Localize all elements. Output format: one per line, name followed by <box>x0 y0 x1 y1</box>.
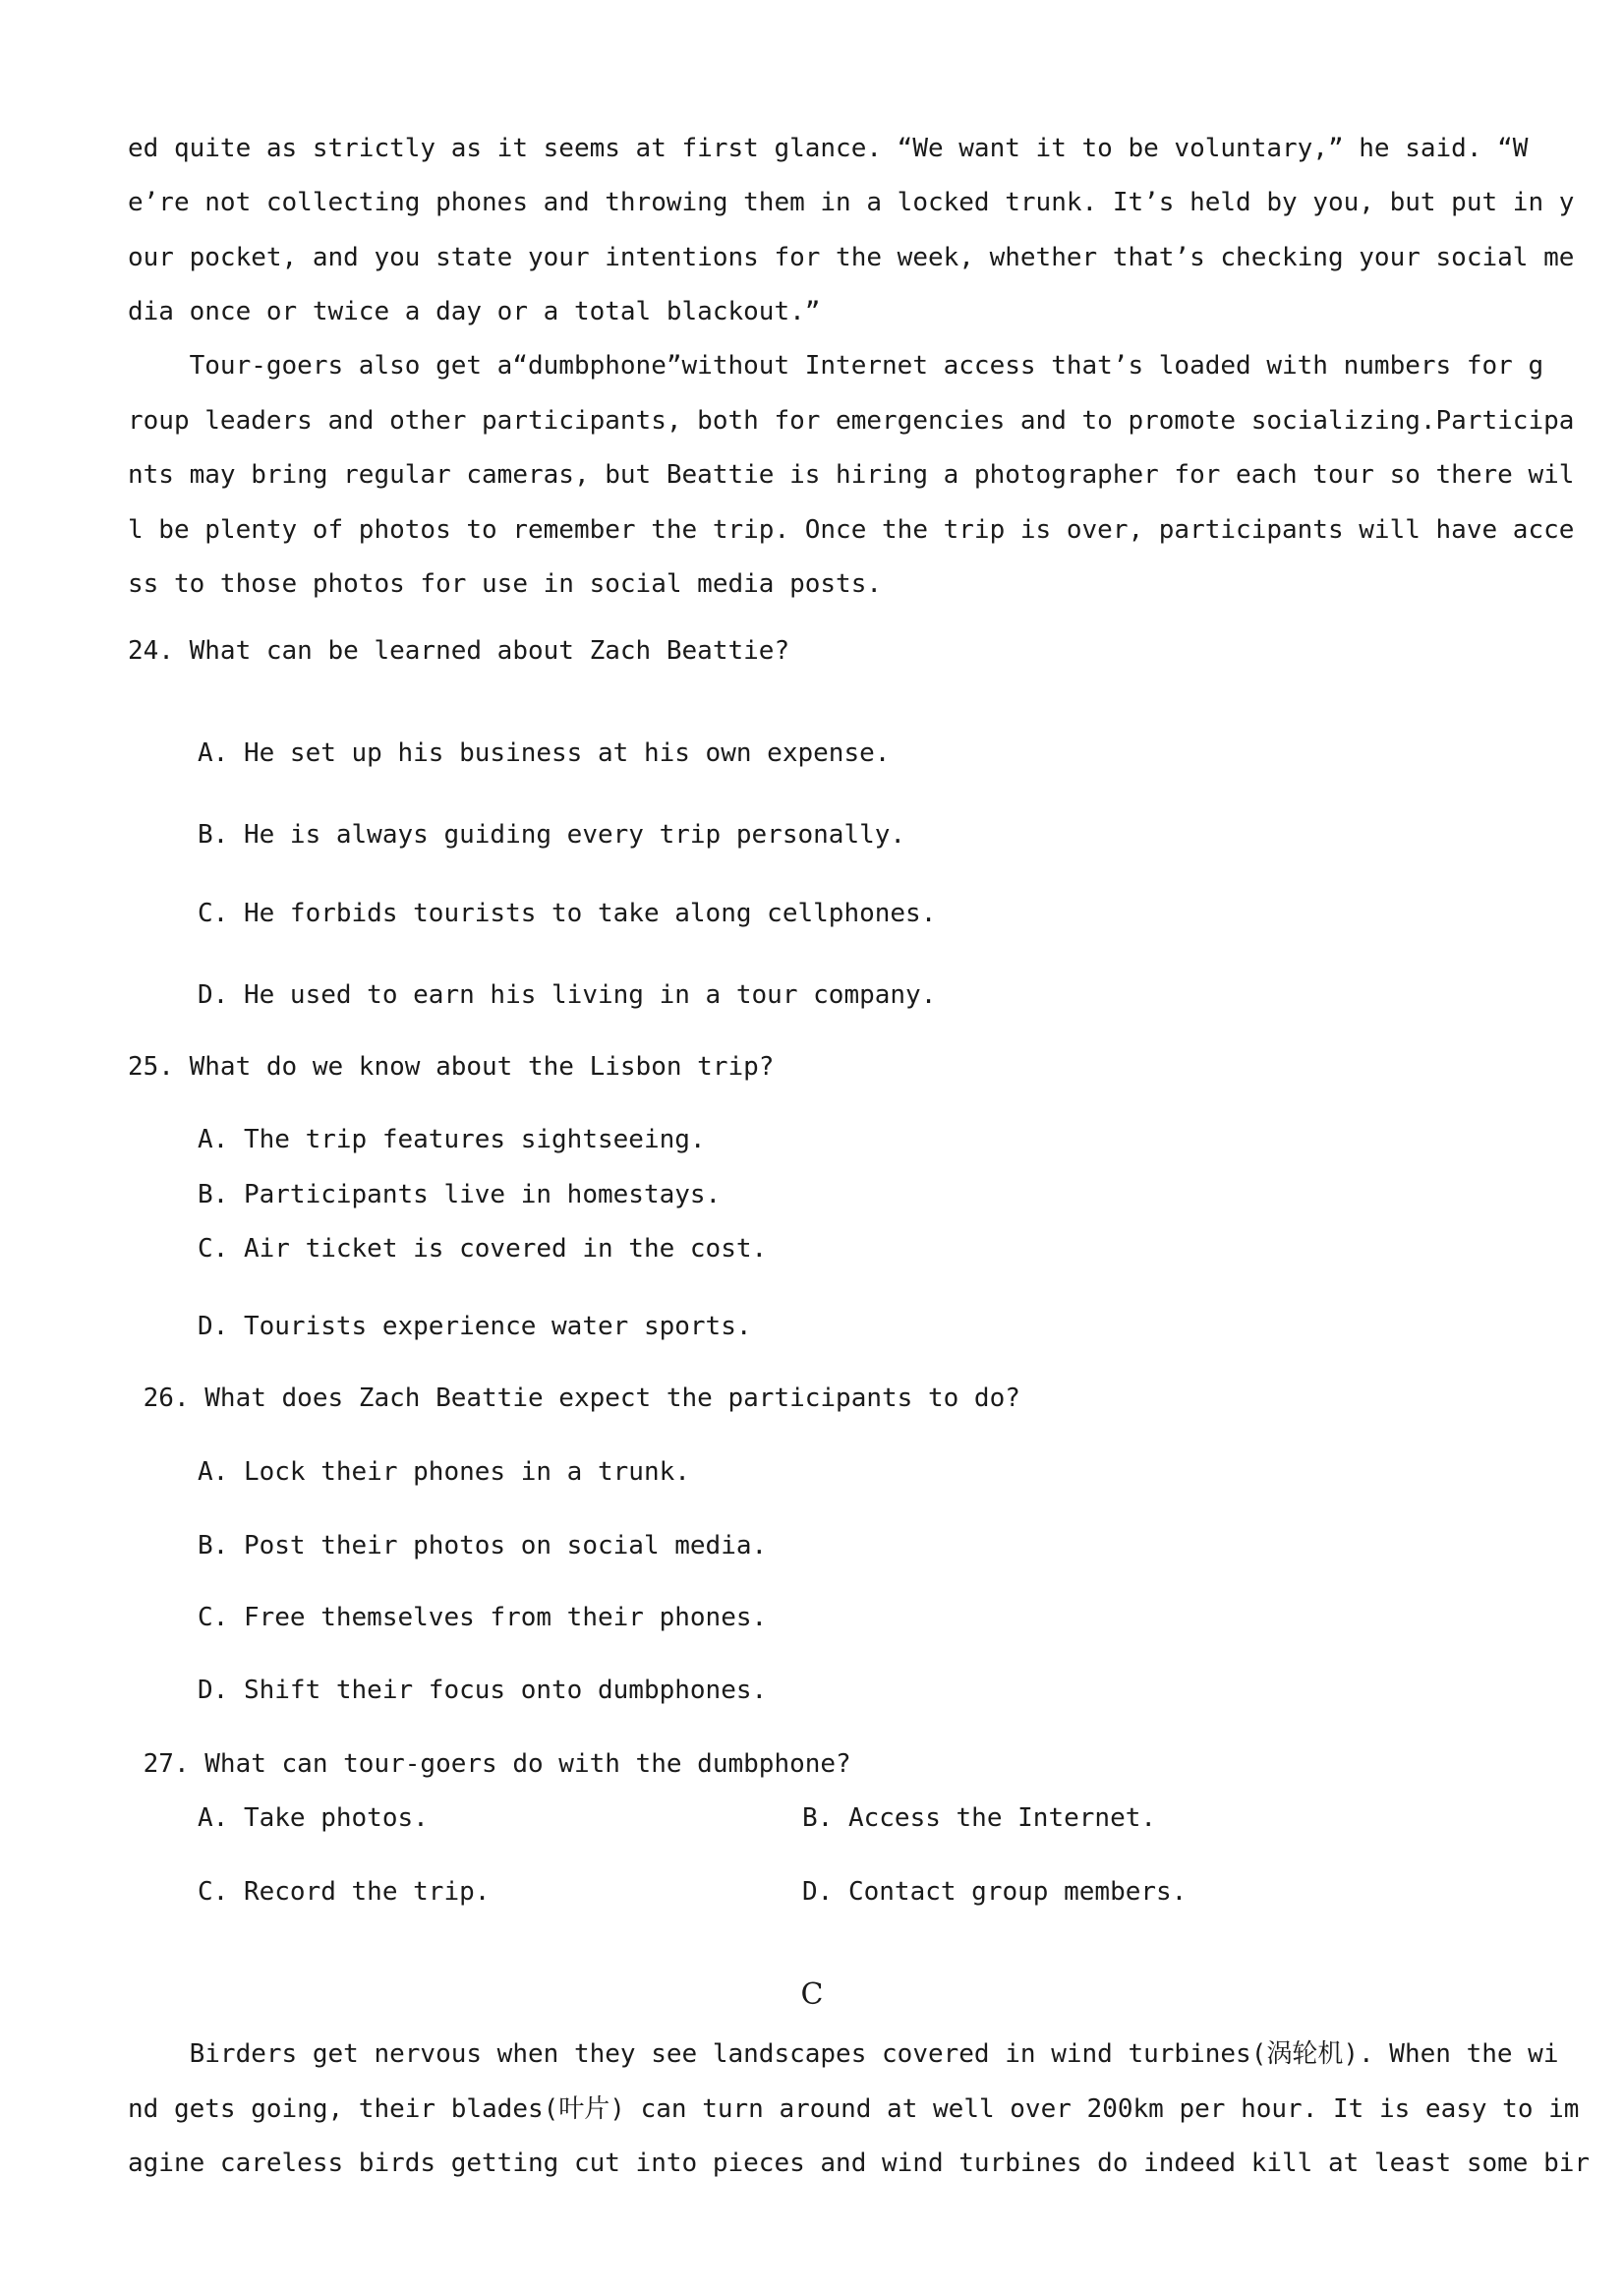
question-26-option-b: B. Post their photos on social media. <box>198 1531 768 1560</box>
question-25-option-a: A. The trip features sightseeing. <box>198 1125 706 1154</box>
passage-line: roup leaders and other participants, both for emergencies and to promote socializing.Participa <box>128 406 1575 436</box>
passage-line: nts may bring regular cameras, but Beattie is hiring a photographer for each tour so there wil <box>128 460 1575 490</box>
passage-line: agine careless birds getting cut into pieces and wind turbines do indeed kill at least some bir <box>128 2149 1591 2178</box>
passage-line: Birders get nervous when they see landscapes covered in wind turbines(涡轮机). When the wi <box>128 2039 1559 2069</box>
passage-line: e’re not collecting phones and throwing them in a locked trunk. It’s held by you, but put in y <box>128 188 1575 217</box>
passage-line: l be plenty of photos to remember the trip. Once the trip is over, participants will have acce <box>128 515 1575 545</box>
passage-line: Tour-goers also get a“dumbphone”without Internet access that’s loaded with numbers for g <box>128 351 1544 381</box>
question-25-stem: 25. What do we know about the Lisbon trip? <box>128 1052 775 1082</box>
question-26-option-d: D. Shift their focus onto dumbphones. <box>198 1676 768 1705</box>
question-27-option-d: D. Contact group members. <box>802 1877 1188 1907</box>
passage-line: ss to those photos for use in social media posts. <box>128 569 883 599</box>
question-27-option-c: C. Record the trip. <box>198 1877 491 1907</box>
question-24-option-a: A. He set up his business at his own expense. <box>198 738 891 768</box>
question-25-option-d: D. Tourists experience water sports. <box>198 1312 752 1341</box>
question-24-stem: 24. What can be learned about Zach Beattie? <box>128 636 790 666</box>
passage-line: dia once or twice a day or a total blackout.” <box>128 297 821 326</box>
question-26-option-a: A. Lock their phones in a trunk. <box>198 1457 690 1487</box>
question-24-option-d: D. He used to earn his living in a tour company. <box>198 980 937 1010</box>
passage-line: ed quite as strictly as it seems at first glance. “We want it to be voluntary,” he said. “W <box>128 134 1529 163</box>
question-24-option-b: B. He is always guiding every trip personally. <box>198 820 906 850</box>
question-25-option-c: C. Air ticket is covered in the cost. <box>198 1234 768 1264</box>
question-27-option-b: B. Access the Internet. <box>802 1803 1157 1833</box>
question-26-option-c: C. Free themselves from their phones. <box>198 1603 768 1632</box>
question-26-stem: 26. What does Zach Beattie expect the participants to do? <box>128 1383 1020 1413</box>
passage-line: nd gets going, their blades(叶片) can turn around at well over 200km per hour. It is easy to im <box>128 2094 1580 2124</box>
question-27-stem: 27. What can tour-goers do with the dumbphone? <box>128 1749 851 1779</box>
question-25-option-b: B. Participants live in homestays. <box>198 1180 722 1209</box>
section-heading: C <box>800 1977 824 2012</box>
question-24-option-c: C. He forbids tourists to take along cellphones. <box>198 899 937 928</box>
question-27-option-a: A. Take photos. <box>198 1803 429 1833</box>
passage-line: our pocket, and you state your intentions for the week, whether that’s checking your social me <box>128 243 1575 272</box>
